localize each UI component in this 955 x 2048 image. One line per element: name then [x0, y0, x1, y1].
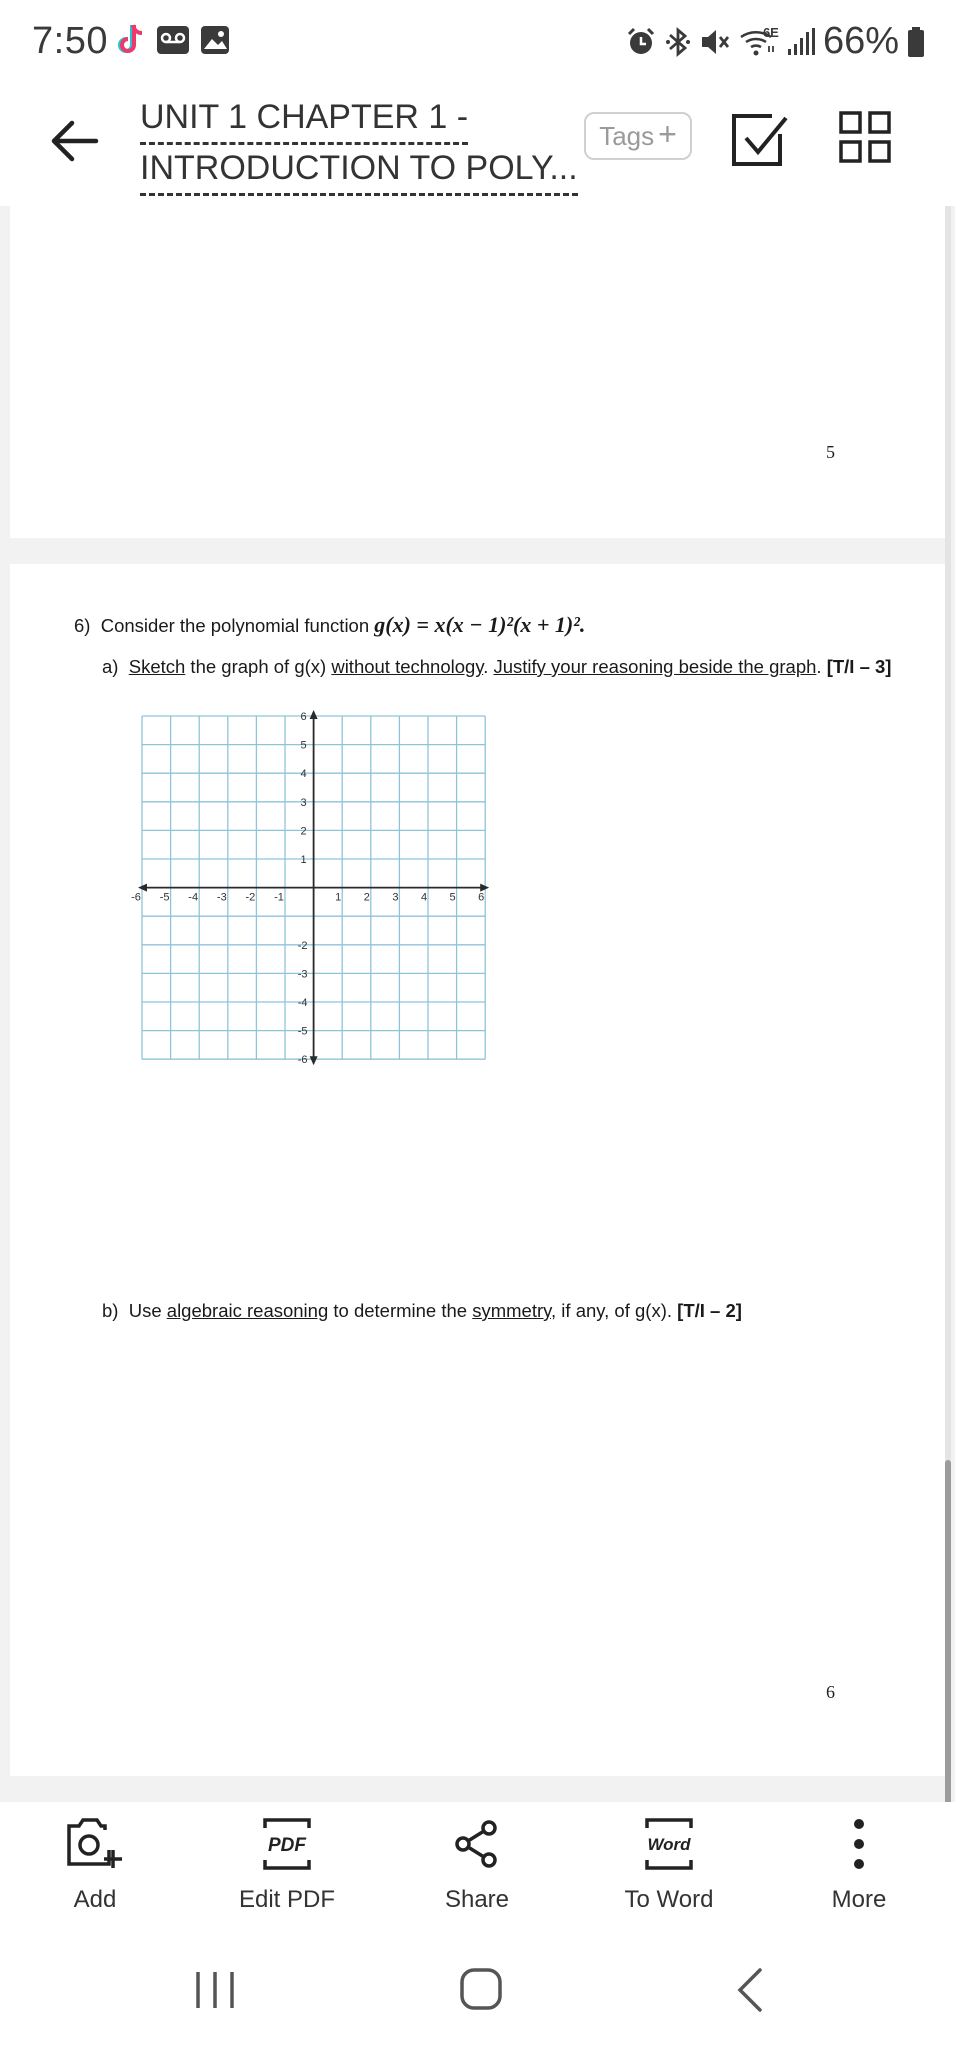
grid-view-icon[interactable] — [838, 110, 892, 164]
document-viewer[interactable] — [0, 206, 955, 1802]
x-tick-label: 4 — [420, 891, 428, 904]
part-a-marks: [T/I – 3] — [826, 656, 892, 677]
edit-pdf-button[interactable] — [212, 1802, 362, 1932]
y-tick-label: -4 — [297, 997, 308, 1009]
part-b-text-1: Use — [128, 1300, 167, 1321]
bluetooth-icon — [665, 26, 691, 58]
y-tick-label: 6 — [300, 711, 307, 723]
add-photo-icon — [65, 1816, 125, 1872]
part-a-text — [102, 656, 891, 678]
y-axis-arrow-down — [310, 1056, 318, 1065]
bottom-toolbar — [0, 1802, 955, 1932]
y-tick-label: 5 — [300, 739, 307, 752]
page-number: 6 — [826, 1682, 835, 1702]
y-tick-label: -2 — [297, 939, 308, 952]
voicemail-icon — [156, 25, 190, 55]
status-system-icons — [625, 20, 925, 63]
more-button[interactable] — [784, 1802, 934, 1932]
part-b-text-3: , if any, of g(x). — [551, 1300, 678, 1321]
x-tick-label: 3 — [392, 891, 399, 904]
x-tick-label: -6 — [131, 891, 141, 904]
x-tick-label: 1 — [335, 891, 342, 904]
part-b-algebraic: algebraic reasoning — [166, 1300, 329, 1321]
word-icon — [641, 1816, 697, 1872]
part-b-symmetry: symmetry — [472, 1300, 552, 1321]
battery-icon — [907, 26, 925, 58]
y-tick-label: -3 — [297, 968, 308, 981]
network-label: 6E — [762, 24, 779, 40]
title-line-2: INTRODUCTION TO POLY... — [140, 145, 578, 196]
part-a-justify: Justify your reasoning beside the graph — [493, 656, 817, 677]
share-icon — [449, 1816, 505, 1872]
part-a-text-1: the graph of g(x) — [185, 656, 332, 677]
part-b-marks: [T/I – 2] — [677, 1300, 742, 1321]
part-b-text — [102, 1300, 742, 1322]
more-icon — [831, 1816, 887, 1872]
alarm-icon — [625, 26, 657, 58]
part-a-without-tech: without technology — [331, 656, 484, 677]
status-time: 7:50 — [32, 20, 108, 62]
mute-icon — [699, 26, 731, 58]
title-line-1: UNIT 1 CHAPTER 1 - — [140, 94, 468, 145]
part-a-text-3: . — [816, 656, 827, 677]
question-6-prompt — [74, 612, 585, 638]
tags-button[interactable] — [584, 112, 692, 160]
word-icon-text: Word — [647, 1835, 691, 1854]
signal-icon — [787, 27, 815, 57]
share-label: Share — [444, 1886, 510, 1913]
y-tick-label: -6 — [297, 1054, 308, 1067]
x-tick-label: -1 — [274, 891, 284, 904]
y-tick-label: 3 — [300, 796, 307, 809]
document-title[interactable] — [140, 94, 578, 196]
to-word-label: To Word — [624, 1886, 714, 1913]
page-5 — [10, 206, 945, 538]
part-b-text-2: to determine the — [328, 1300, 473, 1321]
status-notification-icons — [114, 22, 230, 58]
more-label: More — [831, 1886, 887, 1913]
y-axis-arrow-up — [310, 710, 318, 719]
x-tick-label: -2 — [245, 891, 256, 904]
tags-label: Tags — [599, 120, 655, 151]
x-tick-label: -4 — [188, 891, 199, 904]
tiktok-icon — [114, 22, 146, 58]
back-arrow-icon[interactable] — [46, 114, 100, 168]
y-tick-label: 2 — [300, 825, 307, 838]
select-check-icon[interactable] — [730, 112, 788, 168]
scrollbar-thumb[interactable] — [945, 1460, 951, 1806]
page-6 — [10, 564, 945, 1776]
battery-percent: 66% — [822, 20, 899, 62]
page-number: 5 — [826, 442, 835, 462]
question-intro: Consider the polynomial function — [100, 615, 370, 636]
function-formula: g(x) = x(x − 1)²(x + 1)². — [374, 612, 586, 637]
share-button[interactable] — [402, 1802, 552, 1932]
y-tick-label: 4 — [300, 768, 307, 781]
back-nav-icon[interactable] — [730, 1966, 770, 2014]
system-nav-bar — [0, 1932, 955, 2048]
pdf-icon-text: PDF — [268, 1835, 306, 1856]
recent-apps-icon[interactable] — [188, 1968, 242, 2012]
x-tick-label: 2 — [363, 891, 370, 904]
coordinate-grid — [131, 708, 485, 1067]
wifi-icon — [739, 26, 779, 58]
x-tick-label: -3 — [216, 891, 227, 904]
add-label: Add — [73, 1886, 117, 1913]
part-b-label: b) — [102, 1300, 119, 1321]
y-tick-label: 1 — [300, 854, 307, 866]
home-icon[interactable] — [458, 1966, 504, 2012]
question-number: 6) — [74, 615, 91, 636]
part-a-text-2: . — [483, 656, 494, 677]
edit-pdf-label: Edit PDF — [238, 1886, 336, 1913]
gallery-icon — [200, 25, 230, 55]
to-word-button[interactable] — [594, 1802, 744, 1932]
add-button[interactable] — [20, 1802, 170, 1932]
x-tick-label: -5 — [159, 891, 170, 904]
pdf-icon — [259, 1816, 315, 1872]
part-a-label: a) — [102, 656, 119, 677]
app-header — [0, 84, 955, 206]
x-tick-label: 6 — [478, 891, 485, 904]
y-tick-label: -5 — [297, 1025, 308, 1038]
x-tick-label: 5 — [449, 891, 456, 904]
status-bar — [0, 0, 955, 84]
part-a-sketch: Sketch — [128, 656, 186, 677]
plus-icon: + — [658, 116, 677, 152]
